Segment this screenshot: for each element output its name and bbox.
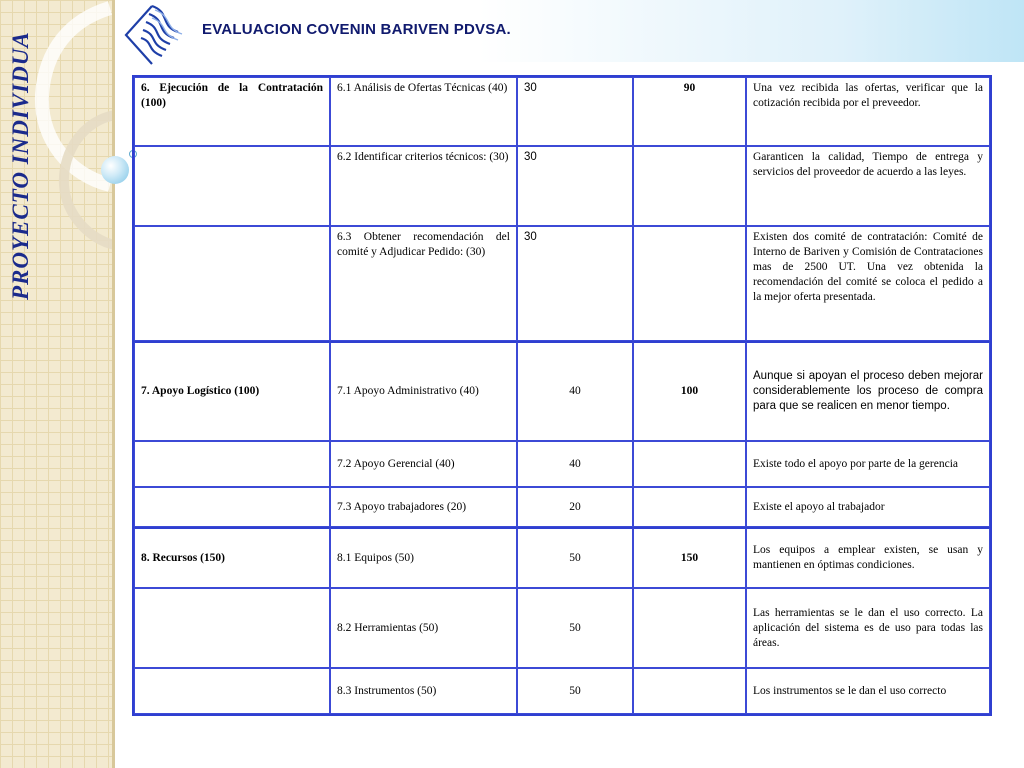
total-cell <box>633 226 746 341</box>
criterion-cell <box>134 588 330 668</box>
total-cell: 150 <box>633 527 746 588</box>
table-row <box>134 527 990 588</box>
total-cell <box>633 487 746 527</box>
item-cell: 7.2 Apoyo Gerencial (40) <box>330 441 517 487</box>
observation-cell: Los instrumentos se le dan el uso correcto <box>746 668 990 714</box>
item-cell: 6.3 Obtener recomendación del comité y Adjudicar Pedido: (30) <box>330 226 517 341</box>
observation-cell: Aunque si apoyan el proceso deben mejorar considerablemente los proceso de compra para que se realicen en menor tiempo. <box>746 341 990 441</box>
item-cell: 8.1 Equipos (50) <box>330 527 517 588</box>
table-row <box>134 588 990 668</box>
observation-cell: Existe todo el apoyo por parte de la gerencia <box>746 441 990 487</box>
observation-cell: Existe el apoyo al trabajador <box>746 487 990 527</box>
total-cell <box>633 588 746 668</box>
item-cell: 7.1 Apoyo Administrativo (40) <box>330 341 517 441</box>
page-title: EVALUACION COVENIN BARIVEN PDVSA. <box>202 21 511 38</box>
criterion-cell <box>134 146 330 226</box>
score-cell: 40 <box>517 441 633 487</box>
item-cell: 8.2 Herramientas (50) <box>330 588 517 668</box>
observation-cell: Una vez recibida las ofertas, verificar que la cotización recibida por el preveedor. <box>746 77 990 146</box>
criterion-cell <box>134 226 330 341</box>
evaluation-table <box>132 75 992 716</box>
score-cell: 30 <box>517 77 633 146</box>
score-cell: 30 <box>517 146 633 226</box>
total-cell: 100 <box>633 341 746 441</box>
table-row <box>134 146 990 226</box>
table-row <box>134 341 990 441</box>
left-decorative-panel <box>0 0 115 768</box>
criterion-cell <box>134 441 330 487</box>
criterion-cell: 6. Ejecución de la Contratación (100) <box>134 77 330 146</box>
item-cell: 8.3 Instrumentos (50) <box>330 668 517 714</box>
observation-cell: Las herramientas se le dan el uso correcto. La aplicación del sistema es de uso para todas las áreas. <box>746 588 990 668</box>
table-row <box>134 487 990 527</box>
score-cell: 30 <box>517 226 633 341</box>
observation-cell: Garanticen la calidad, Tiempo de entrega y servicios del proveedor de acuerdo a las leyes. <box>746 146 990 226</box>
table-row <box>134 77 990 146</box>
score-cell: 50 <box>517 588 633 668</box>
vertical-project-title: PROYECTO INDIVIDUA <box>8 31 33 300</box>
total-cell <box>633 668 746 714</box>
score-cell: 50 <box>517 668 633 714</box>
criterion-cell <box>134 668 330 714</box>
total-cell <box>633 146 746 226</box>
pdvsa-logo-icon <box>122 2 190 68</box>
criterion-cell <box>134 487 330 527</box>
observation-cell: Existen dos comité de contratación: Comité de Interno de Bariven y Comisión de Contrataciones mas de 2500 UT. Una vez obtenida la recomendación del comité se coloca el pedido a la mejor oferta presentada. <box>746 226 990 341</box>
table-row <box>134 441 990 487</box>
table-row <box>134 226 990 341</box>
item-cell: 7.3 Apoyo trabajadores (20) <box>330 487 517 527</box>
score-cell: 20 <box>517 487 633 527</box>
total-cell: 90 <box>633 77 746 146</box>
table-row <box>134 668 990 714</box>
item-cell: 6.2 Identificar criterios técnicos: (30) <box>330 146 517 226</box>
score-cell: 50 <box>517 527 633 588</box>
item-cell: 6.1 Análisis de Ofertas Técnicas (40) <box>330 77 517 146</box>
criterion-cell: 7. Apoyo Logístico (100) <box>134 341 330 441</box>
score-cell: 40 <box>517 341 633 441</box>
total-cell <box>633 441 746 487</box>
bubble-decoration <box>101 156 129 184</box>
observation-cell: Los equipos a emplear existen, se usan y mantienen en óptimas condiciones. <box>746 527 990 588</box>
criterion-cell: 8. Recursos (150) <box>134 527 330 588</box>
